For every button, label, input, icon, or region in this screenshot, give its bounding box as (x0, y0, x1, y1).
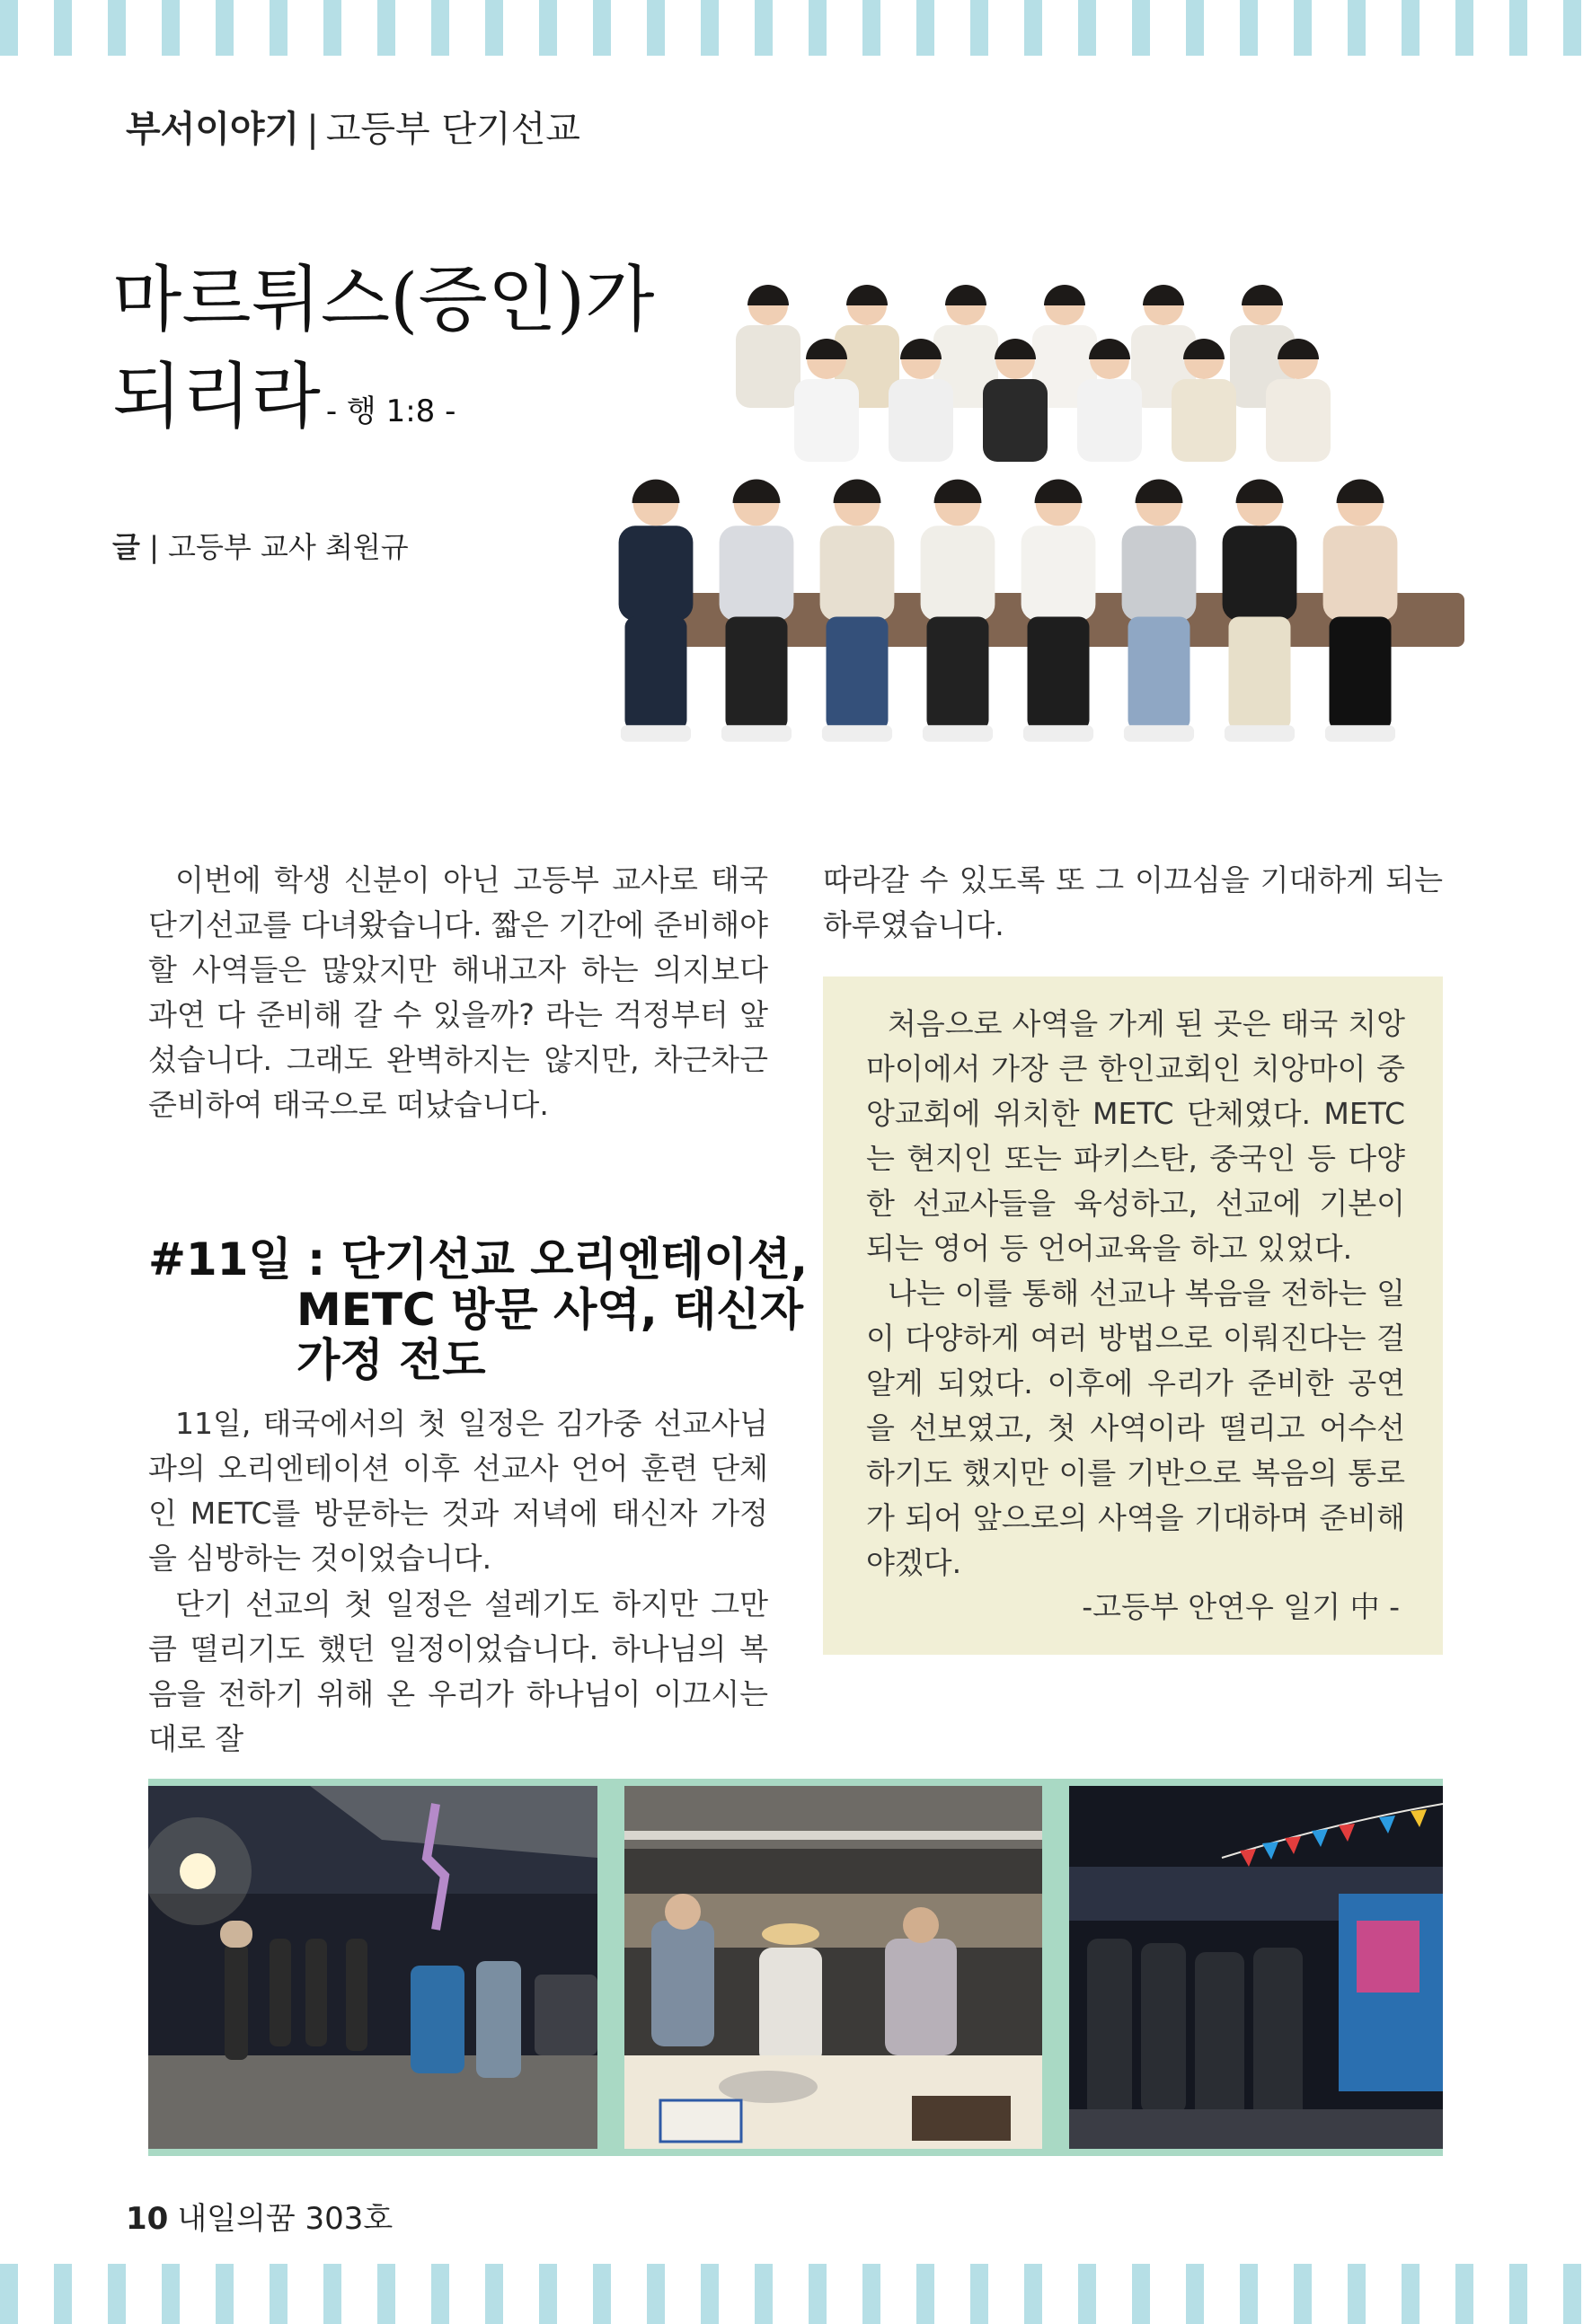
group-photo (593, 270, 1482, 809)
group-member-figure (1122, 480, 1197, 742)
byline-label: 글 (112, 530, 140, 564)
title-line2-wrap (112, 349, 654, 460)
body-paragraph-1: 11일, 태국에서의 첫 일정은 김가중 선교사님과의 오리엔테이션 이후 선교사 언어 훈련 단체인 METC를 방문하는 것과 저녁에 태신자 가정을 심방하는 것이었습니다. (148, 1406, 768, 1576)
top-stripe-border (0, 0, 1592, 56)
section-header (126, 101, 580, 152)
group-member-figure (921, 480, 995, 742)
photo-night-market (1069, 1786, 1443, 2149)
section-heading (148, 1234, 808, 1385)
section-heading-line2: METC 방문 사역, 태신자 (296, 1284, 804, 1336)
header-separator: | (306, 109, 319, 150)
group-member-figure (820, 480, 895, 742)
group-member-figure (720, 480, 794, 742)
quote-paragraph-1: 처음으로 사역을 가게 된 곳은 태국 치앙마이에서 가장 큰 한인교회인 치앙마이 중앙교회에 위치한 METC 단체였다. METC는 현지인 또는 파키스탄, 중국인 등 다양한 선교사들을 육성하고, 선교에 기본이 되는 영어 등 언어교육을 하고 있었다. (866, 1006, 1405, 1266)
section-number: #11일 : (148, 1233, 326, 1286)
body-paragraph-2-continued: 따라갈 수 있도록 또 그 이끄심을 기대하게 되는 하루였습니다. (823, 862, 1443, 942)
section-heading-line1: 단기선교 오리엔테이션, (341, 1233, 809, 1286)
group-member-figure (1223, 480, 1297, 742)
title-line1: 마르튀스(증인)가 (112, 258, 655, 341)
header-section: 부서이야기 (126, 109, 300, 150)
page-footer (126, 2194, 393, 2238)
body-paragraph-2: 단기 선교의 첫 일정은 설레기도 하지만 그만큼 떨리기도 했던 일정이었습니다. 하나님의 복음을 전하기 위해 온 우리가 하나님이 이끄시는대로 잘 (148, 1586, 768, 1756)
group-member-figure (1022, 480, 1096, 742)
bottom-stripe-border (0, 2264, 1592, 2324)
title-line2: 되리라 (112, 355, 321, 438)
photo-market-stall (624, 1786, 1042, 2149)
page-number: 10 (126, 2201, 169, 2237)
header-subsection: 고등부 단기선교 (325, 109, 580, 150)
byline (112, 525, 409, 566)
intro-paragraph: 이번에 학생 신분이 아닌 고등부 교사로 태국 단기선교를 다녀왔습니다. 짧은 기간에 준비해야 할 사역들은 많았지만 해내고자 하는 의지보다 과연 다 준비해 갈 수 있을까? 라는 걱정부터 앞섰습니다. 그래도 완벽하지는 않지만, 차근차근 준비하여 태국으로 떠났습니다. (148, 862, 769, 1122)
publication-name: 내일의꿈 303호 (177, 2201, 394, 2237)
quote-paragraph-2: 나는 이를 통해 선교나 복음을 전하는 일이 다양하게 여러 방법으로 이뤄진다는 걸 알게 되었다. 이후에 우리가 준비한 공연을 선보였고, 첫 사역이라 떨리고 어수선하기도 했지만 이를 기반으로 복음의 통로가 되어 앞으로의 사역을 기대하며 준비해야겠다. (866, 1276, 1405, 1580)
group-member-figure (1323, 480, 1398, 742)
byline-author: 고등부 교사 최원규 (168, 530, 409, 564)
section-heading-line3: 가정 전도 (296, 1334, 486, 1386)
group-member-figure (619, 480, 694, 742)
group-member-figure (736, 285, 800, 408)
diary-quote-box (823, 976, 1443, 1655)
photo-strip (148, 1779, 1443, 2156)
article-title (112, 252, 654, 460)
scripture-ref: - 행 1:8 - (325, 393, 456, 429)
photo-night-visit (148, 1786, 597, 2149)
byline-separator: | (149, 530, 159, 564)
quote-signature: -고등부 안연우 일기 中 - (1082, 1589, 1400, 1624)
